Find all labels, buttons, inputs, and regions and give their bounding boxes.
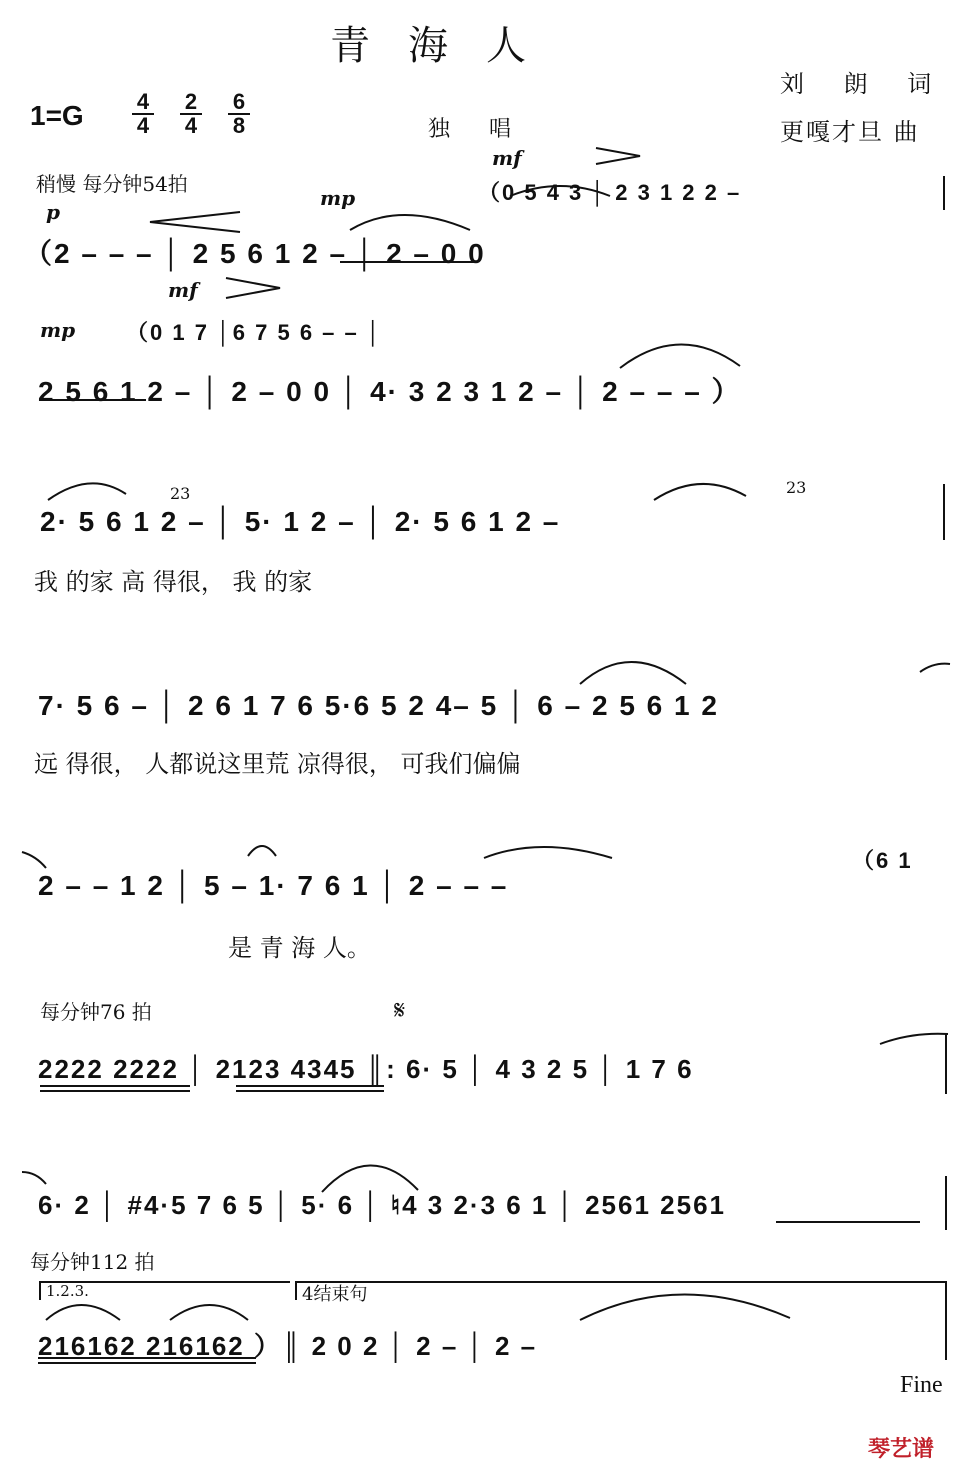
time-signature-3: 6 8 [228,92,250,136]
slur-r5-tie-end [22,852,46,868]
row3-lyrics: 我 的家 高 得很， 我 的家 [34,568,313,596]
row5-upper-notes: （6 1 [852,848,913,873]
dynamic-p: p [46,200,60,224]
slur-r4-tie-start [920,664,950,672]
row5-notes: 2 – – 1 2 │ 5 – 1· 7 6 1 │ 2 – – – [38,870,509,901]
decrescendo-hairpin-1 [596,148,640,164]
slur-r3-b [654,484,746,500]
segno-sign: 𝄋 [394,996,406,1026]
volta-1-label: 1.2.3. [46,1282,89,1300]
performance-type: 独 唱 [428,117,527,142]
dynamic-mf-2: mf [168,278,198,302]
page-title: 青海人 [330,23,564,69]
row4-lyrics: 远 得很， 人都说这里荒 凉得很， 可我们偏偏 [34,750,521,778]
crescendo-hairpin [150,212,240,232]
slur-r5-b [248,846,276,856]
tempo-marking-1: 稍慢 每分钟54拍 [36,172,188,196]
row3-grace-a: 23 [170,484,191,503]
row7-notes: 6· 2 │ #4·5 7 6 5 │ 5· 6 │ ♮4 3 2·3 6 1 │ 2561 2561 [38,1190,726,1220]
row8-notes: 216162 216162 ）║ 2 0 2 │ 2 – │ 2 – [38,1331,538,1361]
slur-r8-a [46,1305,120,1320]
tempo-marking-2: 每分钟76 拍 [40,1000,152,1024]
volta-1-bracket [40,1282,290,1300]
composer-credit: 更嘎才旦 曲 [780,118,920,146]
slur-r8-c [580,1294,790,1320]
dynamic-mp-2: mp [40,318,76,342]
slur-r7-a [322,1165,418,1192]
row6-notes: 2222 2222 │ 2123 4345 ║: 6· 5 │ 4 3 2 5 │ 1 7 6 [38,1054,694,1084]
row1-notes: （2 – – – │ 2 5 6 1 2 – │ 2 – 0 0 [24,238,486,269]
key-signature: 1=G [30,100,84,131]
slur-r1-a [350,215,470,230]
time-signature-1: 4 4 [132,92,154,136]
time-signature-2: 2 4 [180,92,202,136]
row1-upper-notes: （0 5 4 3 │ 2 3 1 2 2 – [478,180,742,205]
row2-upper-notes: （0 1 7 │6 7 5 6 – – │ [126,320,383,345]
row2-notes: 2 5 6 1 2 – │ 2 – 0 0 │ 4· 3 2 3 1 2 – │ 2 – – – ） [38,376,742,407]
volta-2-bracket [296,1282,946,1300]
row5-lyrics: 是 青 海 人。 [228,934,371,962]
watermark-logo: 琴艺谱 [868,1437,935,1462]
slur-r5-a [484,847,612,858]
row4-notes: 7· 5 6 – │ 2 6 1 7 6 5·6 5 2 4– 5 │ 6 – 2 5 6 1 2 [38,690,719,721]
row3-notes: 2· 5 6 1 2 – │ 5· 1 2 – │ 2· 5 6 1 2 – [40,506,561,537]
slur-r3-a [48,483,126,500]
tempo-marking-3: 每分钟112 拍 [30,1250,155,1274]
slur-r2-a [620,344,740,368]
slur-r6-tie-start [880,1034,948,1044]
fine-marking: Fine [900,1372,943,1398]
dynamic-mf-1: mf [492,146,522,170]
slur-r8-b [170,1305,248,1320]
lyricist-credit: 刘 朗 词 [780,70,948,98]
slur-r7-tie-end [22,1172,46,1184]
slur-r1-upper [510,186,610,196]
row3-grace-b: 23 [786,478,807,497]
dynamic-mp-1: mp [320,186,356,210]
volta-2-label: 4结束句 [302,1284,368,1305]
decrescendo-hairpin-2 [226,278,280,298]
slur-r4-a [580,662,686,684]
